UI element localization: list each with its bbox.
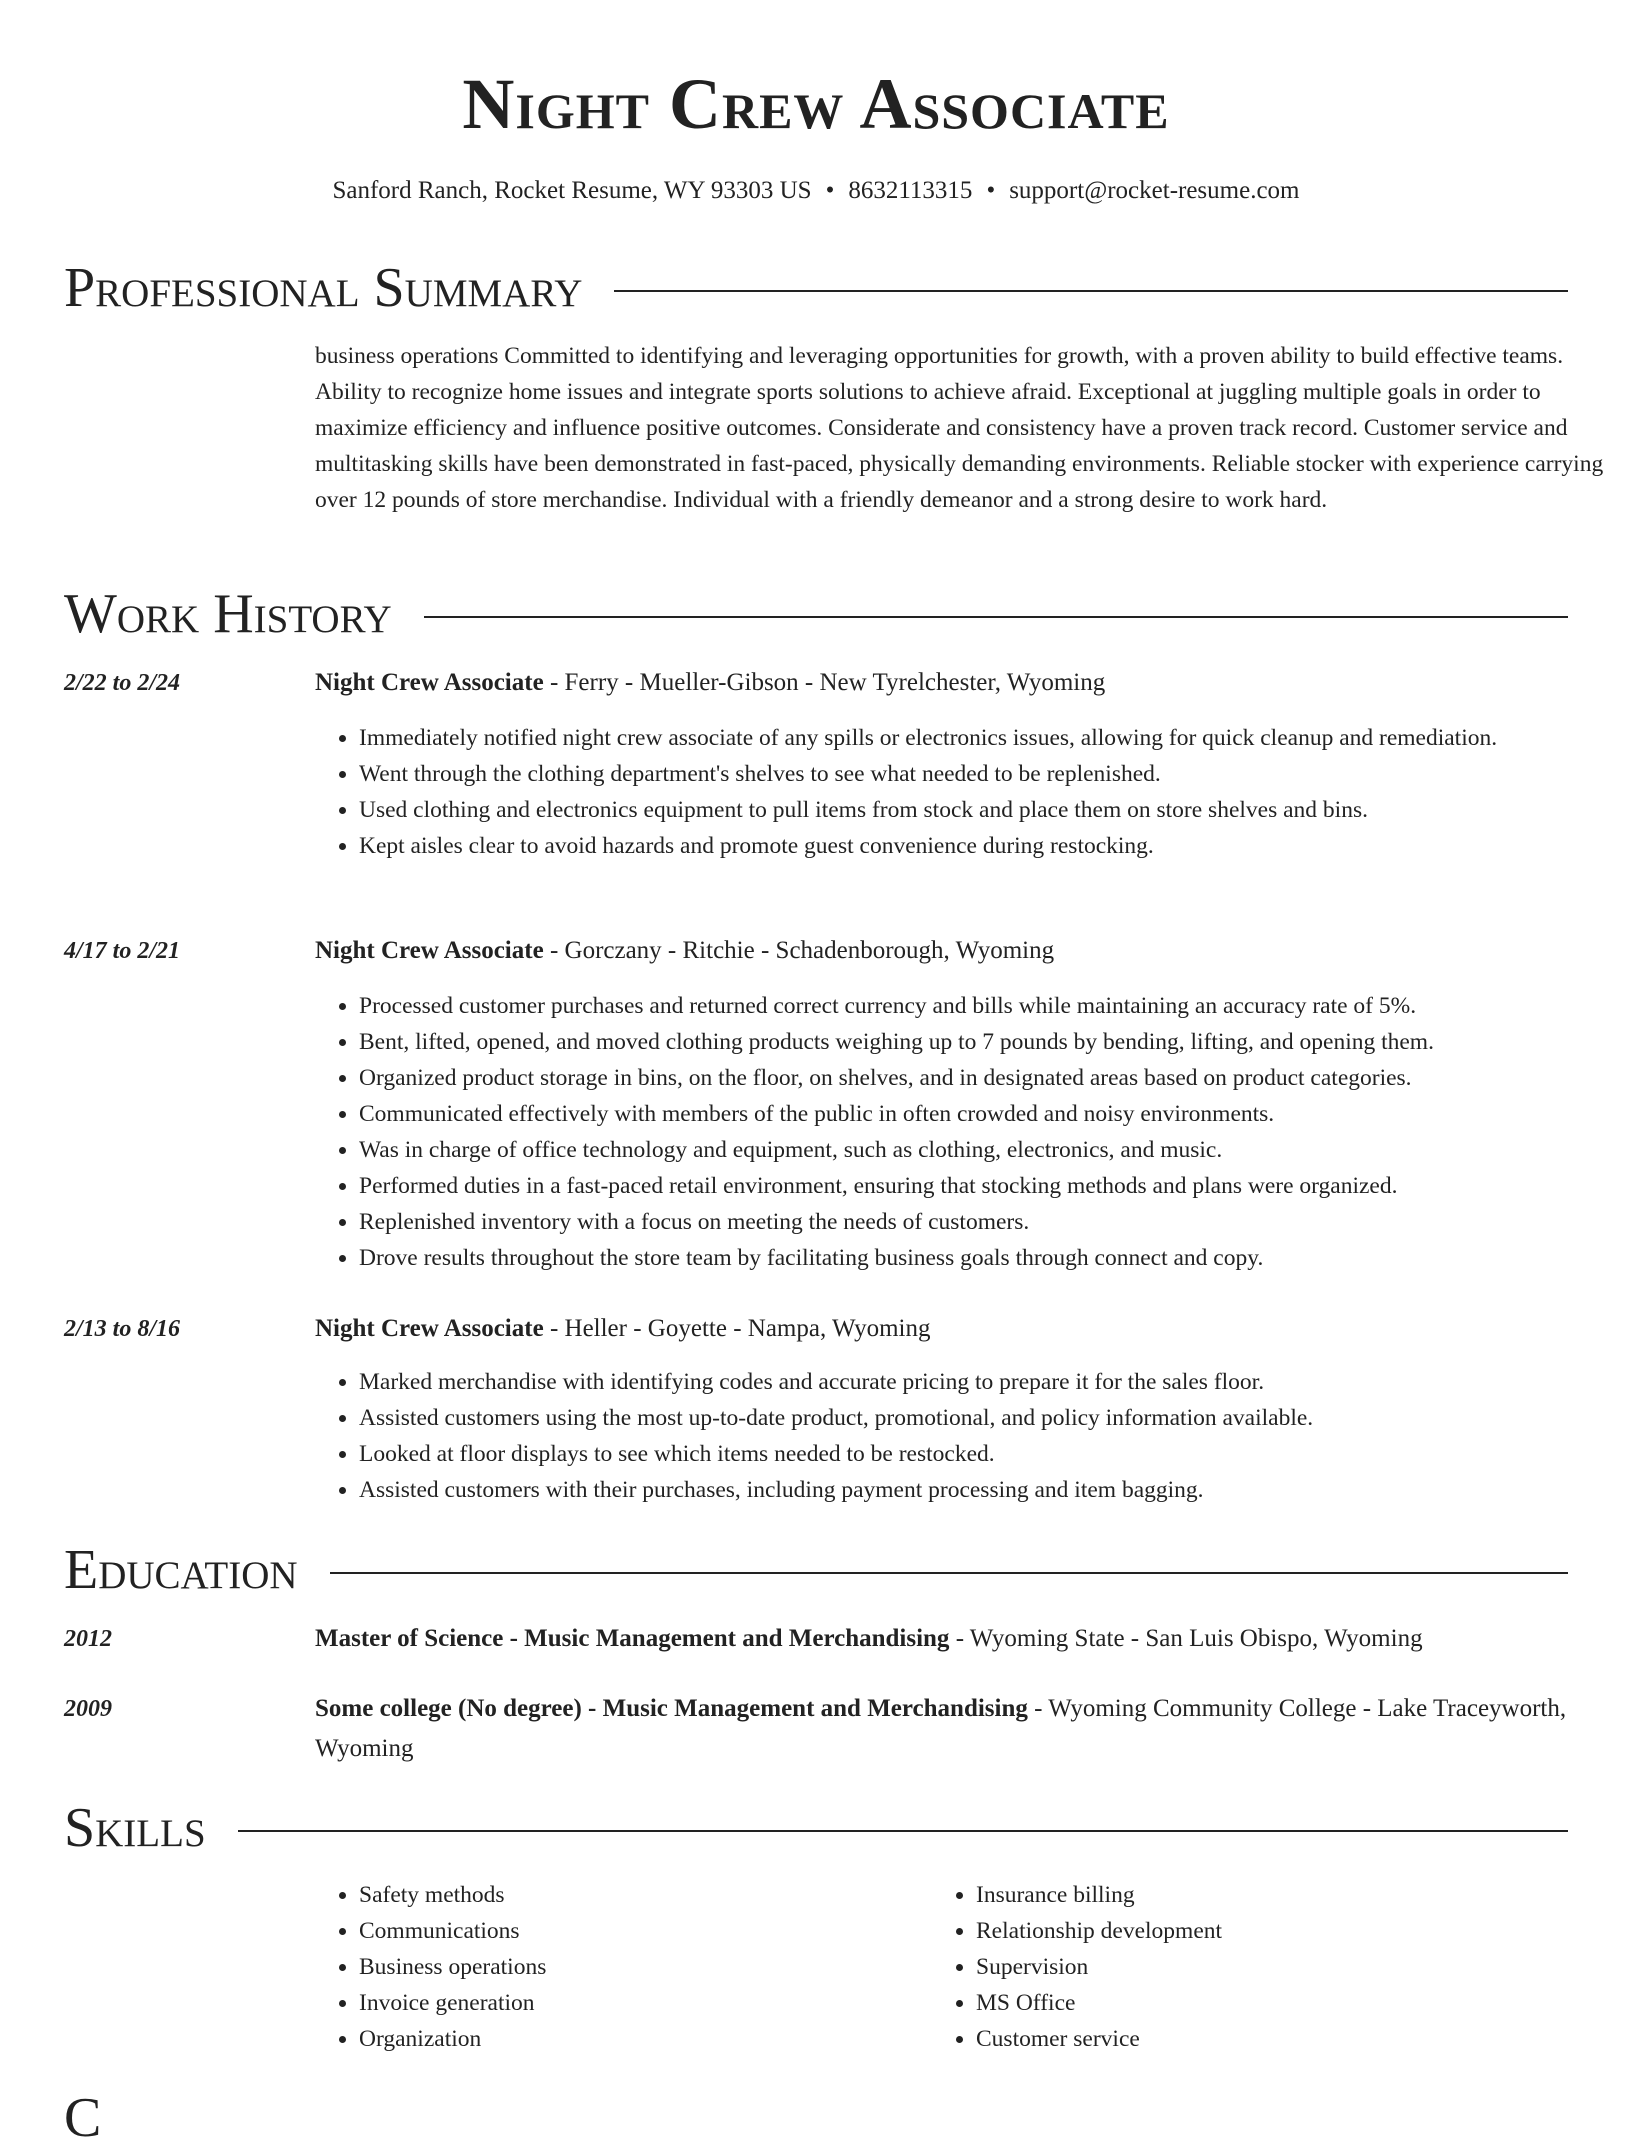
list-item: • Performed duties in a fast-paced retail environment, ensuring that stocking methods and plans were organized. [359,1168,1568,1204]
section-header-summary [64,256,1568,320]
list-item: • Went through the clothing department's shelves to see what needed to be replenished. [359,756,1568,792]
skills-list-left [315,1877,931,2057]
education-degree: Some college (No degree) - Music Management and Merchandising [315,1695,1028,1722]
job-dates: 2/13 to 8/16 [64,1316,181,1342]
phone: 8632113315 [848,177,973,204]
job-role: Night Crew Associate [315,1315,544,1342]
list-item: • Marked merchandise with identifying codes and accurate pricing to prepare it for the sales floor. [359,1364,1568,1400]
education-details: - Wyoming Community College - Lake Traceyworth, Wyoming [315,1695,1567,1762]
list-item: • Processed customer purchases and returned correct currency and bills while maintaining an accuracy rate of 5%. [359,988,1568,1024]
section-title-cutoff: C [64,2087,102,2149]
section-header-education [64,1538,1568,1602]
skill-item: • Communications [359,1913,931,1949]
list-item: • Used clothing and electronics equipment to pull items from stock and place them on store shelves and bins. [359,792,1568,828]
contact-line [64,174,1568,208]
job-bullets [315,1364,1568,1508]
section-title: Skills [64,1797,206,1859]
section-title: Work History [64,583,392,645]
skill-item: • Supervision [976,1949,1568,1985]
job-role: Night Crew Associate [315,937,544,964]
job-details: - Ferry - Mueller-Gibson - New Tyrelchester, Wyoming [543,669,1106,696]
section-header-work-history [64,582,1568,646]
education-year: 2012 [64,1626,112,1652]
list-item: • Kept aisles clear to avoid hazards and promote guest convenience during restocking. [359,828,1568,864]
section-title: Professional Summary [64,257,583,319]
section-header-skills [64,1796,1568,1860]
list-item: • Communicated effectively with members of the public in often crowded and noisy environments. [359,1096,1568,1132]
skill-item: • Safety methods [359,1877,931,1913]
section-title: Education [64,1539,298,1601]
job-heading [315,663,1568,703]
list-item: • Assisted customers with their purchases, including payment processing and item bagging. [359,1472,1568,1508]
education-details: - Wyoming State - San Luis Obispo, Wyoming [949,1625,1423,1652]
job-dates: 2/22 to 2/24 [64,670,181,696]
list-item: • Was in charge of office technology and equipment, such as clothing, electronics, and music. [359,1132,1568,1168]
job-bullets [315,720,1568,864]
job-role: Night Crew Associate [315,669,544,696]
list-item: • Drove results throughout the store team by facilitating business goals through connect and copy. [359,1240,1568,1276]
section-divider [424,616,1568,618]
address: Sanford Ranch, Rocket Resume, WY 93303 US [332,177,812,204]
education-year: 2009 [64,1696,112,1722]
section-divider [330,1572,1568,1574]
candidate-name: Night Crew Associate [462,64,1170,144]
job-bullets [315,988,1568,1276]
section-divider [238,1830,1568,1832]
education-degree: Master of Science - Music Management and Merchandising [315,1625,950,1652]
job-details: - Gorczany - Ritchie - Schadenborough, Wyoming [543,937,1055,964]
list-item: • Replenished inventory with a focus on meeting the needs of customers. [359,1204,1568,1240]
skill-item: • Organization [359,2021,931,2057]
skill-item: • Insurance billing [976,1877,1568,1913]
job-heading [315,1309,1568,1349]
skills-list-right [932,1877,1568,2057]
section-divider [614,290,1568,292]
job-dates: 4/17 to 2/21 [64,938,181,964]
email: support@rocket-resume.com [1009,177,1300,204]
separator: • [825,177,835,204]
list-item: • Organized product storage in bins, on the floor, on shelves, and in designated areas based on product categories. [359,1060,1568,1096]
job-details: - Heller - Goyette - Nampa, Wyoming [543,1315,931,1342]
list-item: • Bent, lifted, opened, and moved clothing products weighing up to 7 pounds by bending, lifting, and opening them. [359,1024,1568,1060]
list-item: • Looked at floor displays to see which items needed to be restocked. [359,1436,1568,1472]
skill-item: • Relationship development [976,1913,1568,1949]
job-heading [315,931,1568,971]
list-item: • Assisted customers using the most up-to-date product, promotional, and policy information available. [359,1400,1568,1436]
skill-item: • MS Office [976,1985,1568,2021]
skill-item: • Customer service [976,2021,1568,2057]
education-heading [315,1689,1568,1769]
list-item: • Immediately notified night crew associate of any spills or electronics issues, allowing for quick cleanup and remediation. [359,720,1568,756]
skill-item: • Business operations [359,1949,931,1985]
summary-text: business operations Committed to identifying and leveraging opportunities for growth, with a proven ability to build effective teams. Ability to recognize home issues and integrate sports solutions to achieve afraid. Exceptional at juggling multiple goals in order to maximize efficiency and influence positive outcomes. Considerate and consistency have a proven track record. Customer service and multitasking skills have been demonstrated in fast-paced, physically demanding environments. Reliable stocker with experience carrying over 12 pounds of store merchandise. Individual with a friendly demeanor and a strong desire to work hard. [315,343,1604,513]
education-heading [315,1619,1568,1659]
separator: • [986,177,996,204]
skill-item: • Invoice generation [359,1985,931,2021]
